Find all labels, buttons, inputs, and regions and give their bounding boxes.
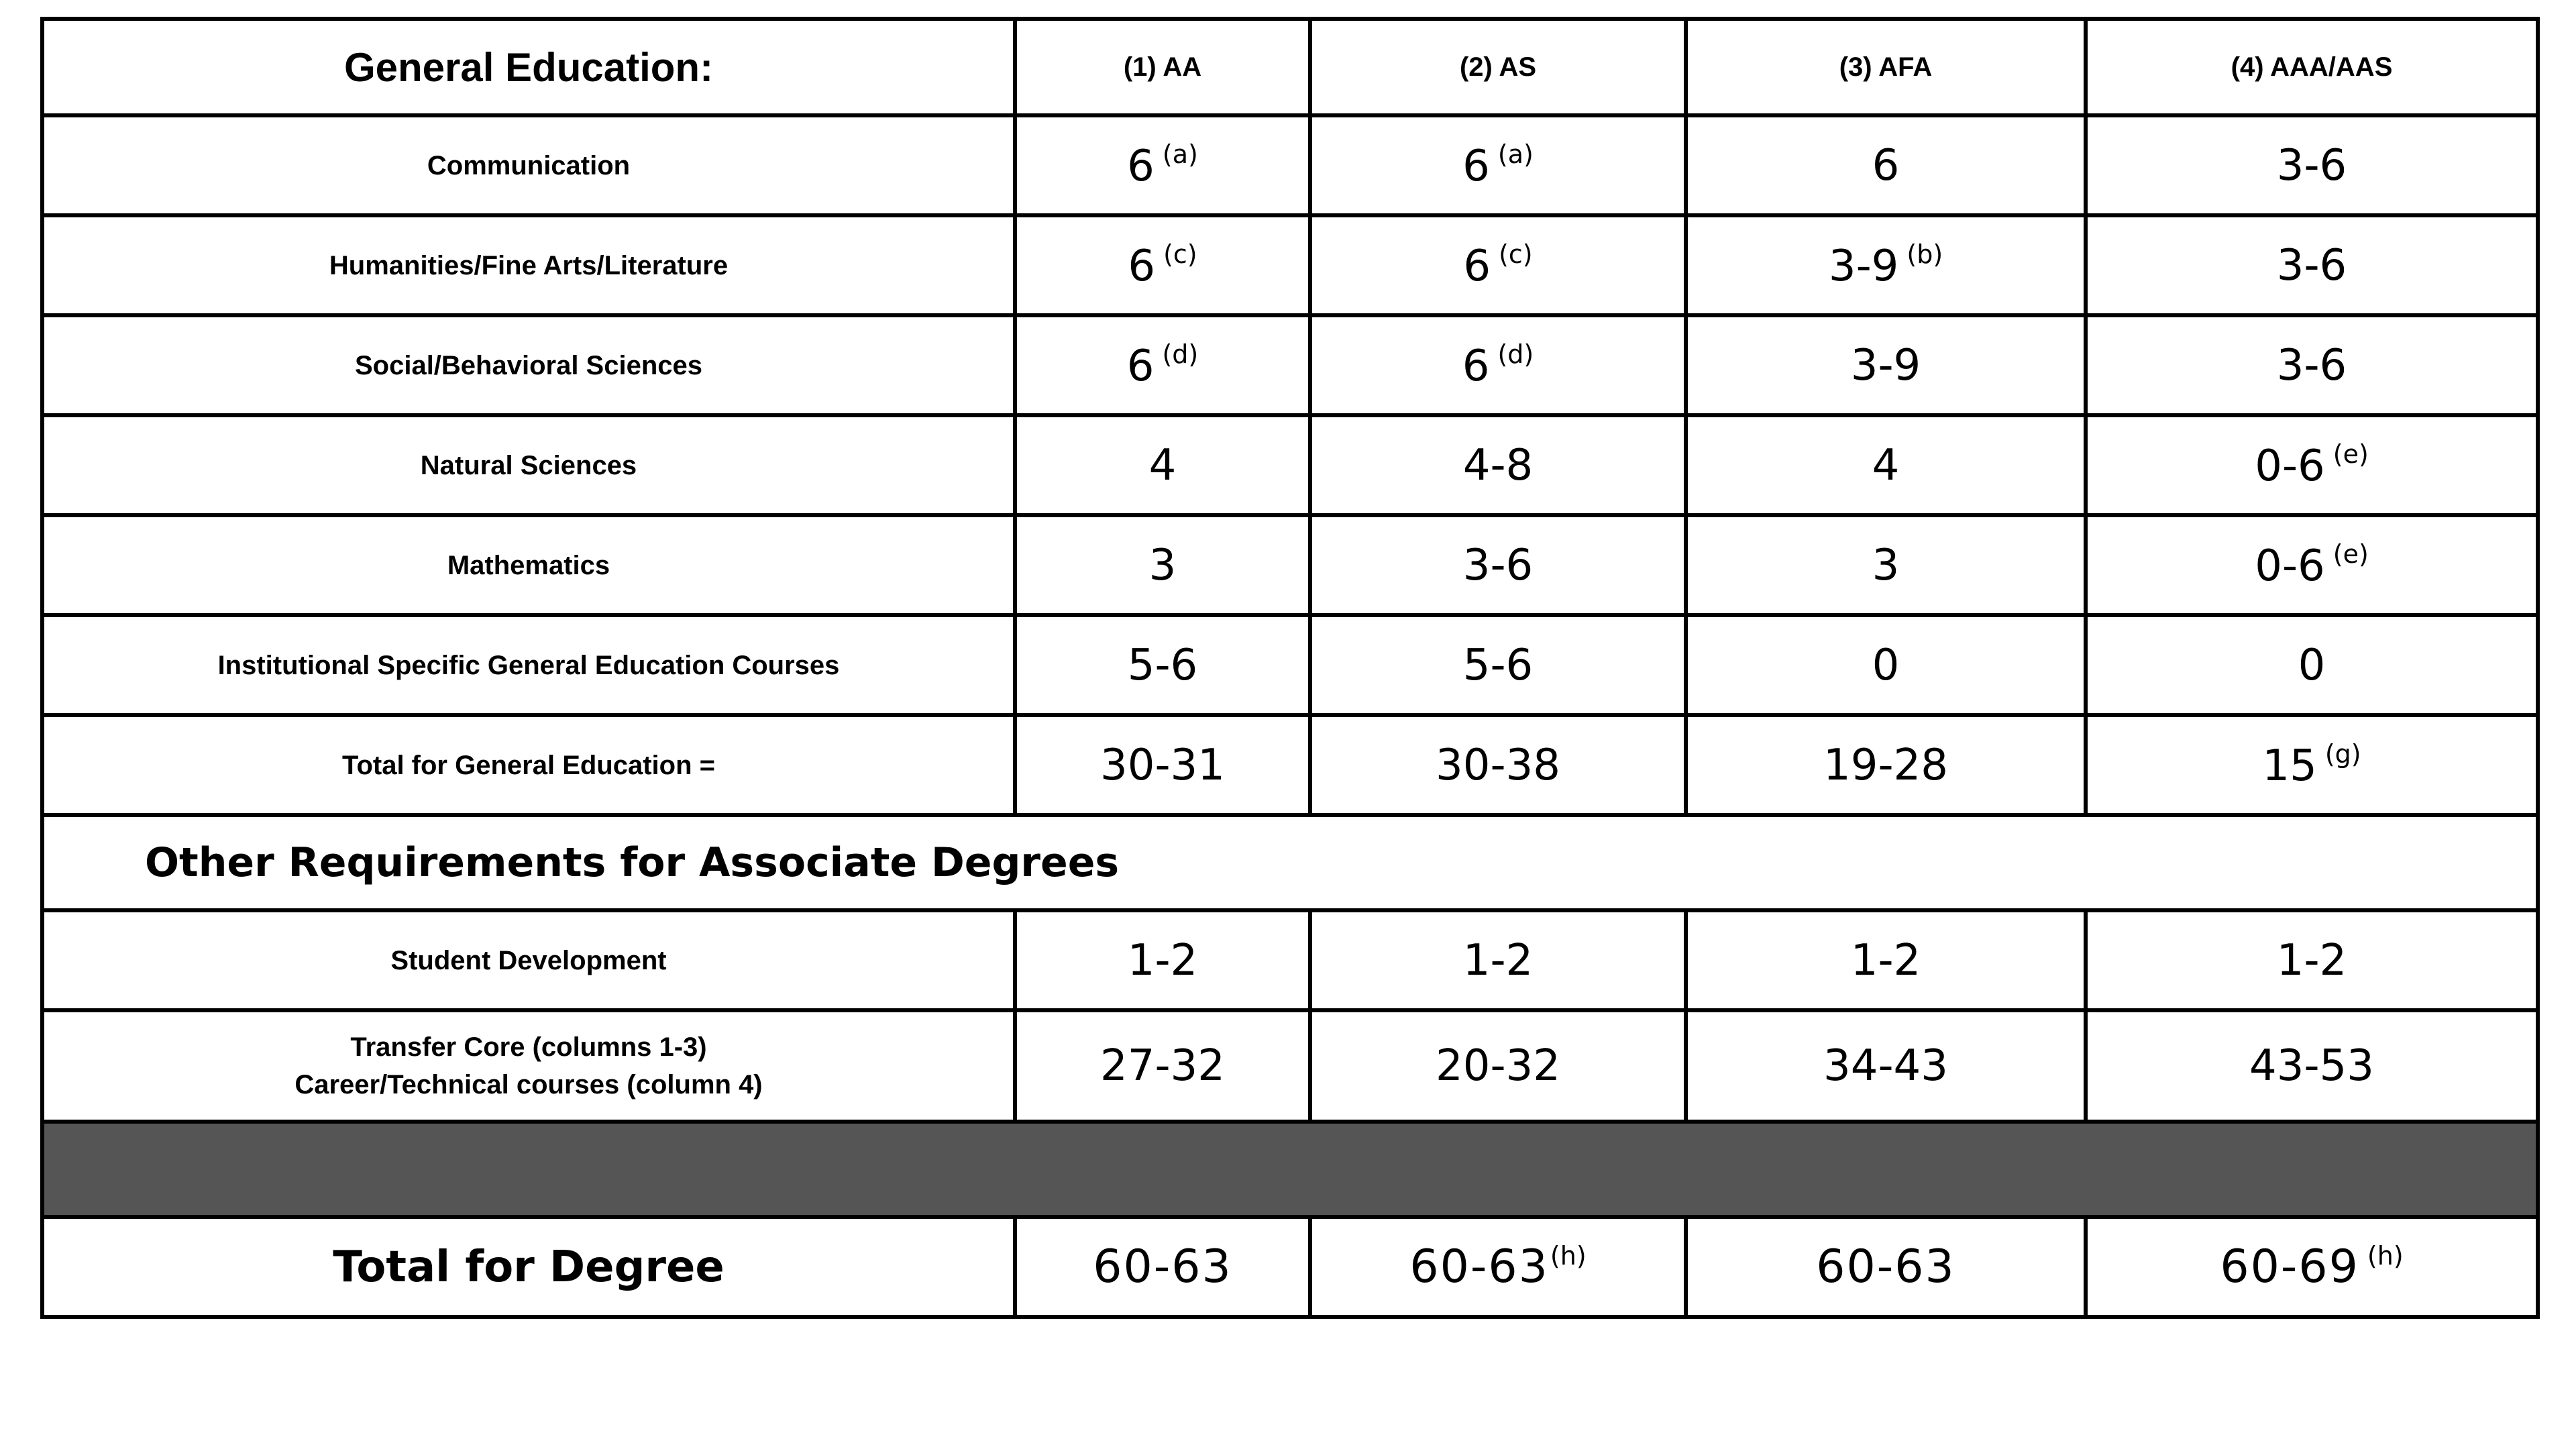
table-row-degree-total bbox=[42, 1217, 2538, 1317]
row-label-cell: Humanities/Fine Arts/Literature bbox=[42, 215, 1015, 315]
value-cell: 4-8 bbox=[1310, 415, 1686, 515]
degree-requirements-table bbox=[40, 17, 2540, 1319]
section-title: Other Requirements for Associate Degrees bbox=[145, 839, 1120, 886]
value-cell: 3-6 bbox=[2086, 115, 2538, 215]
header-row bbox=[42, 19, 2538, 115]
general-education-heading: General Education: bbox=[343, 44, 714, 90]
value-cell: 1-2 bbox=[2086, 910, 2538, 1010]
header-col-afa: (3) AFA bbox=[1686, 19, 2086, 115]
value-cell: 27-32 bbox=[1015, 1010, 1310, 1122]
value-cell: 3-9 bbox=[1686, 315, 2086, 415]
value-cell: 0-6 $^{(e)}$ bbox=[2086, 415, 2538, 515]
value-cell: 30-38 bbox=[1310, 715, 1686, 815]
table-row-communication bbox=[42, 115, 2538, 215]
value-cell: 0-6 $^{(e)}$ bbox=[2086, 515, 2538, 615]
value-cell: 5-6 bbox=[1310, 615, 1686, 715]
value-cell: 3 bbox=[1686, 515, 2086, 615]
section-title-cell bbox=[42, 815, 2538, 910]
separator-band-row bbox=[42, 1122, 2538, 1217]
row-label-cell: Student Development bbox=[42, 910, 1015, 1010]
value-cell: 20-32 bbox=[1310, 1010, 1686, 1122]
footnote-marker: (a) bbox=[1497, 140, 1534, 169]
table-row-natural-sciences bbox=[42, 415, 2538, 515]
header-col-aa: (1) AA bbox=[1015, 19, 1310, 115]
value-cell: 4 bbox=[1686, 415, 2086, 515]
footnote-marker: (h) bbox=[2367, 1241, 2404, 1271]
value-cell: 5-6 bbox=[1015, 615, 1310, 715]
value-cell: 60-69 $^{(h)}$ bbox=[2086, 1217, 2538, 1317]
value-cell: 3-9 $^{(b)}$ bbox=[1686, 215, 2086, 315]
row-label-cell: Natural Sciences bbox=[42, 415, 1015, 515]
value-cell: 6 bbox=[1686, 115, 2086, 215]
row-label-cell: Total for Degree bbox=[42, 1217, 1015, 1317]
value-cell: 6 $^{(d)}$ bbox=[1015, 315, 1310, 415]
separator-band bbox=[42, 1122, 2538, 1217]
footnote-marker: (e) bbox=[2332, 539, 2369, 569]
footnote-marker: (d) bbox=[1497, 339, 1534, 369]
header-col-as: (2) AS bbox=[1310, 19, 1686, 115]
table-row-humanities bbox=[42, 215, 2538, 315]
section-row-other-requirements bbox=[42, 815, 2538, 910]
value-cell: 60-63 bbox=[1015, 1217, 1310, 1317]
footnote-marker: (b) bbox=[1907, 239, 1943, 269]
table-row-student-development bbox=[42, 910, 2538, 1010]
value-cell: 1-2 bbox=[1015, 910, 1310, 1010]
value-cell: 6 $^{(c)}$ bbox=[1310, 215, 1686, 315]
value-cell: 30-31 bbox=[1015, 715, 1310, 815]
row-label-cell: Social/Behavioral Sciences bbox=[42, 315, 1015, 415]
value-cell: 1-2 bbox=[1686, 910, 2086, 1010]
row-label-cell: Total for General Education = bbox=[42, 715, 1015, 815]
footnote-marker: (d) bbox=[1162, 339, 1199, 369]
value-cell: 3-6 bbox=[2086, 215, 2538, 315]
header-title-cell bbox=[42, 19, 1015, 115]
value-cell: 1-2 bbox=[1310, 910, 1686, 1010]
value-cell: 60-63 bbox=[1686, 1217, 2086, 1317]
footnote-marker: (h) bbox=[1550, 1241, 1587, 1271]
table-row-social-behavioral bbox=[42, 315, 2538, 415]
value-cell: 6 $^{(c)}$ bbox=[1015, 215, 1310, 315]
value-cell: 6 $^{(a)}$ bbox=[1310, 115, 1686, 215]
value-cell: 4 bbox=[1015, 415, 1310, 515]
value-cell: 3-6 bbox=[2086, 315, 2538, 415]
value-cell: 19-28 bbox=[1686, 715, 2086, 815]
header-col-aaa-aas: (4) AAA/AAS bbox=[2086, 19, 2538, 115]
table-row-mathematics bbox=[42, 515, 2538, 615]
value-cell: 60-63$^{(h)}$ bbox=[1310, 1217, 1686, 1317]
footnote-marker: (e) bbox=[2332, 439, 2369, 469]
table-row-general-education-total bbox=[42, 715, 2538, 815]
value-cell: 0 bbox=[1686, 615, 2086, 715]
value-cell: 3-6 bbox=[1310, 515, 1686, 615]
value-cell: 43-53 bbox=[2086, 1010, 2538, 1122]
row-label-cell: Transfer Core (columns 1-3) Career/Technical courses (column 4) bbox=[42, 1010, 1015, 1122]
table-row-transfer-core bbox=[42, 1010, 2538, 1122]
footnote-marker: (a) bbox=[1162, 140, 1198, 169]
table-row-institutional-specific bbox=[42, 615, 2538, 715]
value-cell: 3 bbox=[1015, 515, 1310, 615]
row-label-cell: Mathematics bbox=[42, 515, 1015, 615]
row-label-cell: Institutional Specific General Education Courses bbox=[42, 615, 1015, 715]
footnote-marker: (c) bbox=[1499, 239, 1533, 269]
value-cell: 15 $^{(g)}$ bbox=[2086, 715, 2538, 815]
row-label-cell: Communication bbox=[42, 115, 1015, 215]
value-cell: 34-43 bbox=[1686, 1010, 2086, 1122]
value-cell: 0 bbox=[2086, 615, 2538, 715]
value-cell: 6 $^{(a)}$ bbox=[1015, 115, 1310, 215]
footnote-marker: (c) bbox=[1163, 239, 1197, 269]
value-cell: 6 $^{(d)}$ bbox=[1310, 315, 1686, 415]
footnote-marker: (g) bbox=[2324, 739, 2361, 769]
